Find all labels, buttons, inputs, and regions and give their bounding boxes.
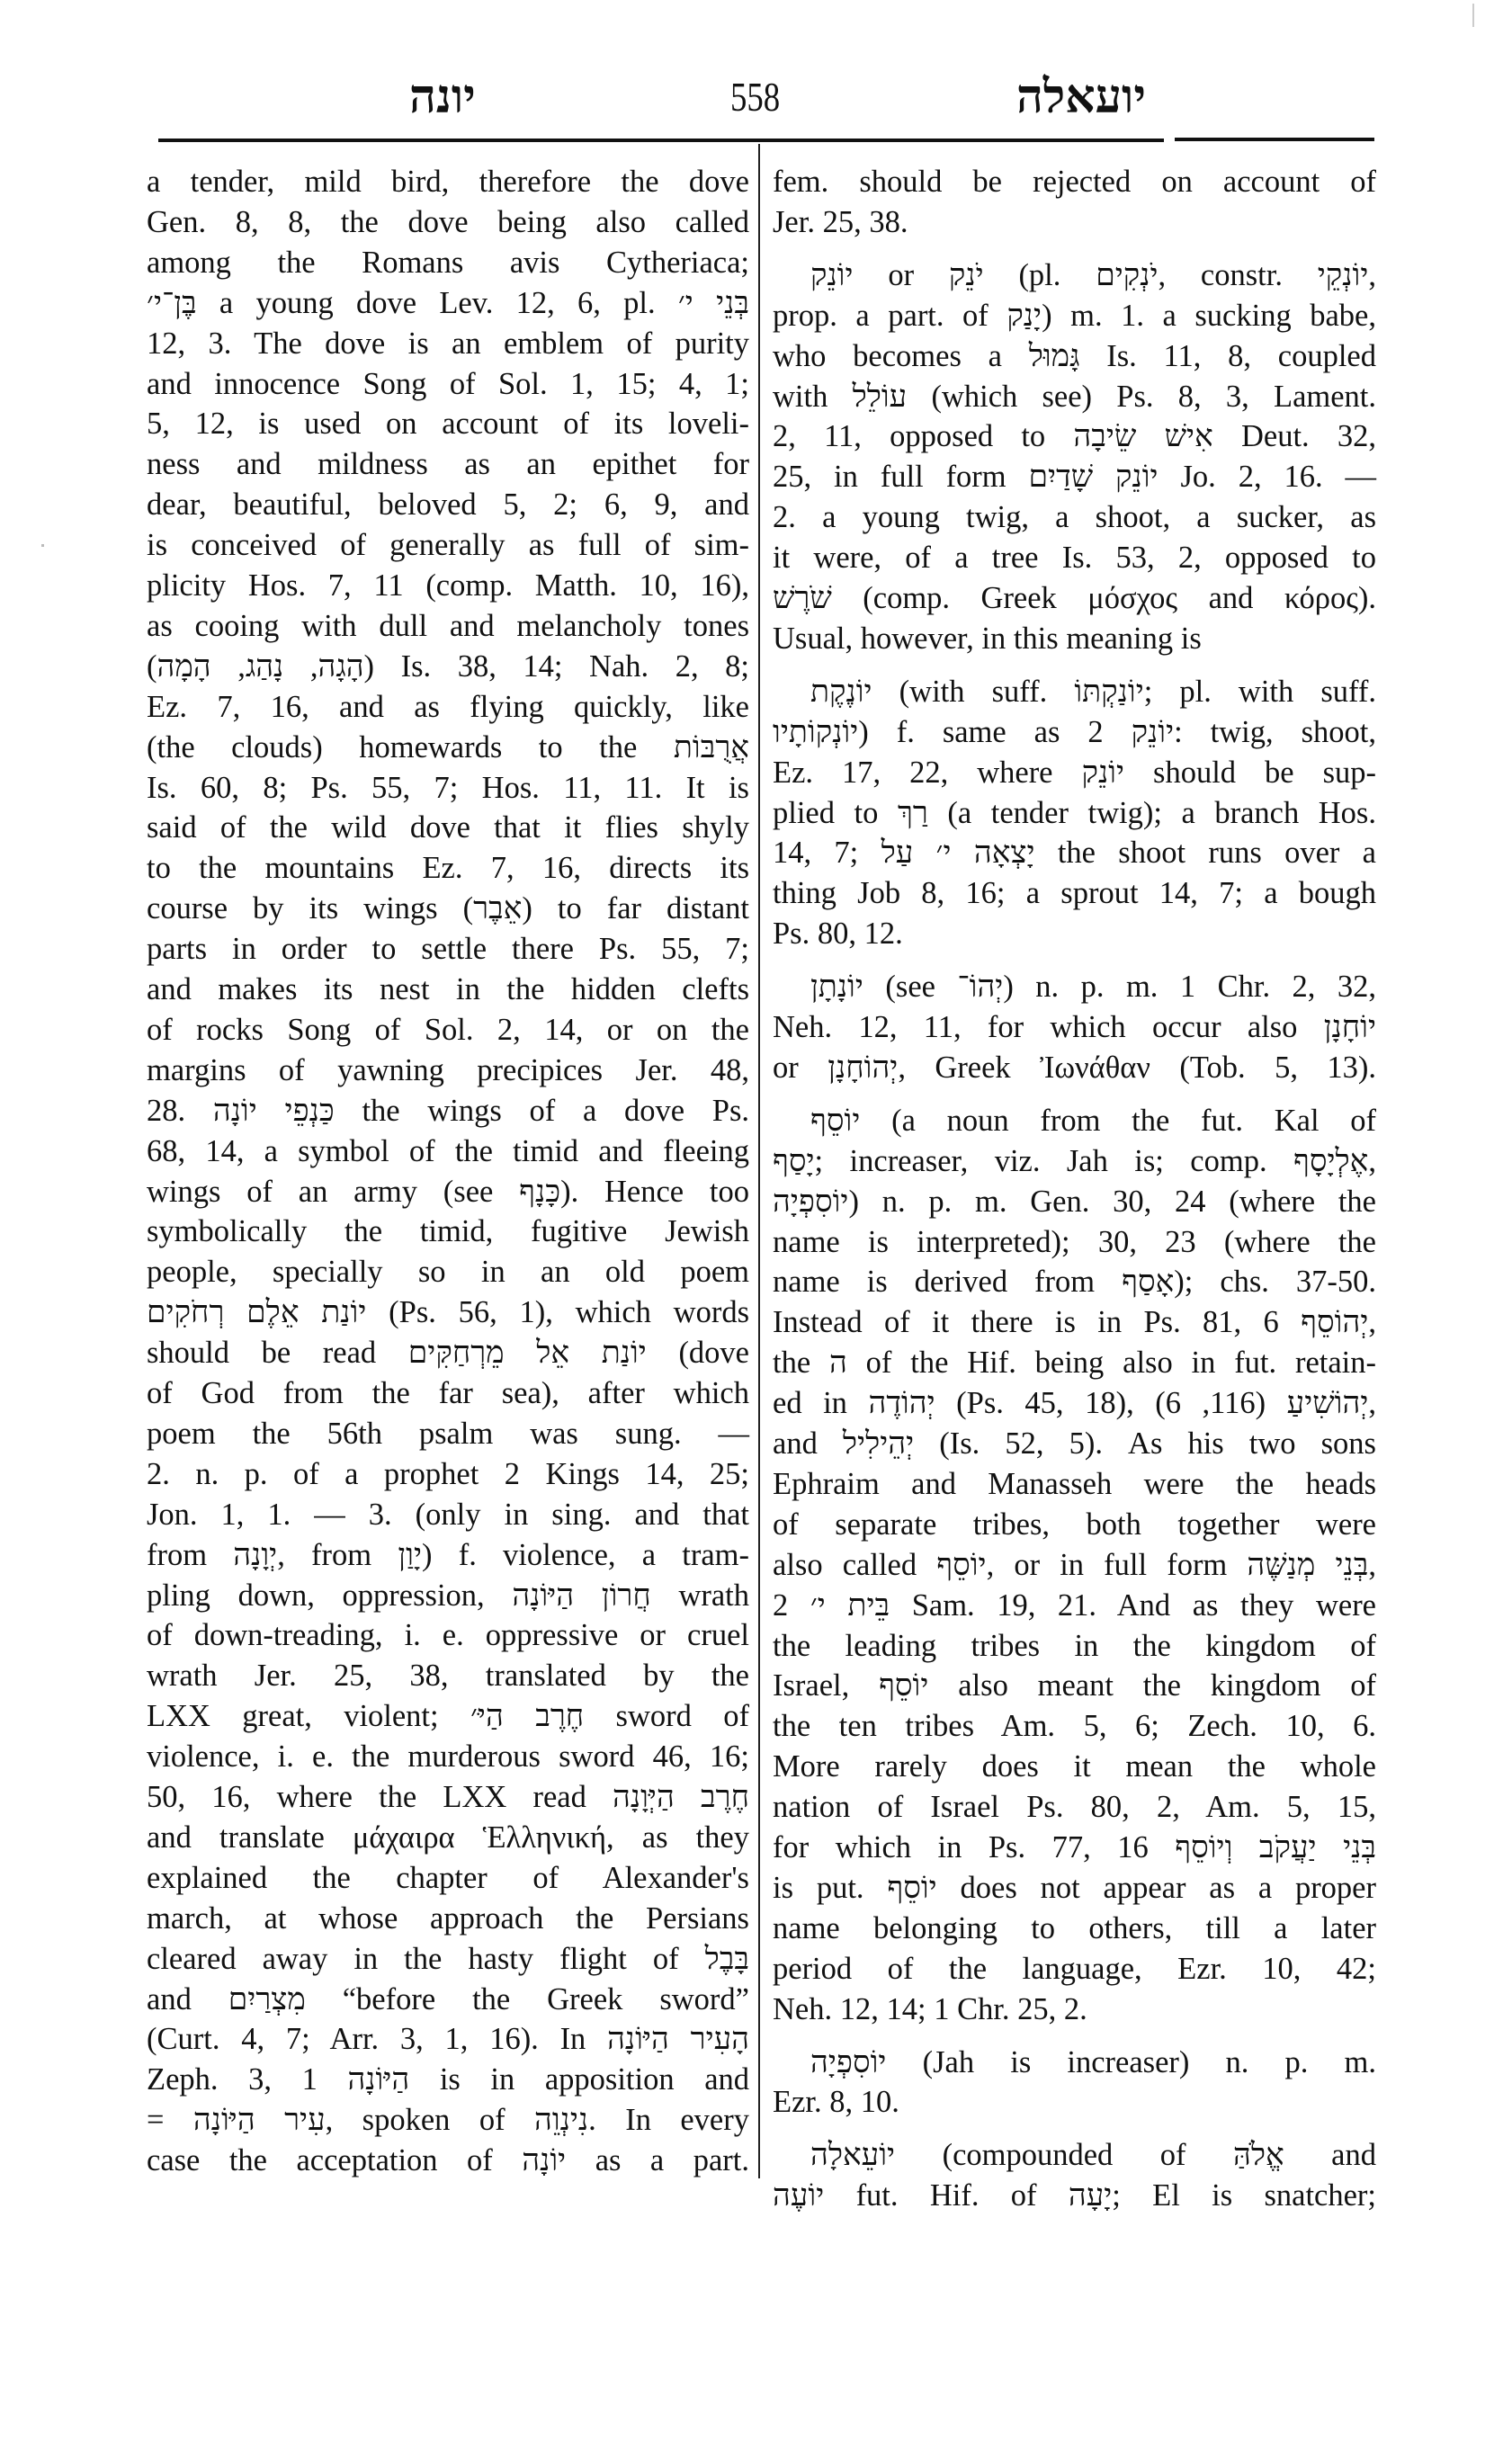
text-line: 50, 16, where the LXX read חֶרֶב הַיְּוָנָה	[147, 1780, 749, 1814]
text-line: the leading tribes in the kingdom of	[773, 1628, 1376, 1663]
text-line: as cooing with dull and melancholy tones	[147, 608, 749, 643]
scan-artifact	[1472, 4, 1474, 27]
text-line: 2, 11, opposed to אִישׁ שֵׂיבָה Deut. 32,	[773, 419, 1376, 454]
text-line: poem the 56th psalm was sung. —	[147, 1416, 749, 1451]
text-line: is conceived of generally as full of sim-	[147, 528, 749, 563]
text-line: and innocence Song of Sol. 1, 15; 4, 1;	[147, 366, 749, 401]
text-line: Zeph. 3, 1 הַיּוֹנָה is in apposition and	[147, 2062, 750, 2097]
header-rule-segment	[1175, 138, 1374, 141]
text-line: Israel, יוֹסֵף also meant the kingdom of	[773, 1668, 1376, 1703]
text-line: fem. should be rejected on account of	[773, 165, 1376, 199]
text-line: explained the chapter of Alexander's	[147, 1860, 749, 1895]
text-line: from יְוָנָה, from יָוַן) f. violence, a tram-	[147, 1537, 749, 1572]
text-line: nation of Israel Ps. 80, 2, Am. 5, 15,	[773, 1790, 1376, 1825]
header-right-guideword: יועאלה	[1016, 69, 1146, 124]
entry-headword-line: יוֹעֵאלָה (compounded of אֱלֹהַּ and	[810, 2138, 1376, 2173]
text-line: יוֹנַת אֵלֶם רְחֹקִים (Ps. 56, 1), which words	[147, 1295, 750, 1330]
text-line: 14, 7; יָצְאָה י׳ עַל the shoot runs over a	[773, 836, 1376, 871]
text-line: יָסַף; increaser, viz. Jah is; comp. אֶלְיָסָף,	[773, 1143, 1376, 1178]
text-line: and יְהֵילִיל (Is. 52, 5). As his two sons	[773, 1426, 1376, 1461]
text-line: the ה of the Hif. being also in fut. retain-	[773, 1346, 1376, 1381]
text-line: case the acceptation of יוֹנָה as a part.	[147, 2143, 749, 2178]
text-line: or יְהוֹחָנָן, Greek Ἰωνάθαν (Tob. 5, 13).	[773, 1050, 1376, 1085]
text-line: is put. יוֹסֵף does not appear as a proper	[773, 1870, 1376, 1905]
text-line: Ez. 17, 22, where יוֹנֵק should be sup-	[773, 755, 1376, 790]
text-line: march, at whose approach the Persians	[147, 1900, 749, 1936]
text-line: 12, 3. The dove is an emblem of purity	[147, 326, 749, 361]
text-line: of rocks Song of Sol. 2, 14, or on the	[147, 1012, 749, 1047]
text-line: 25, in full form יוֹנֵק שָׁדַיִם Jo. 2, 16. —	[773, 460, 1376, 495]
entry-headword-line: יוֹנָתָן (see יְהוֹ־) n. p. m. 1 Chr. 2, 32,	[810, 970, 1376, 1005]
header-rule	[158, 139, 1164, 142]
text-line: cleared away in the hasty flight of בָּבֶל	[147, 1941, 749, 1976]
text-line: Neh. 12, 11, for which occur also יוֹחָנָן	[773, 1010, 1376, 1044]
text-line: שֹׁרֶשׁ (comp. Greek μόσχος and κόρος).	[773, 581, 1376, 615]
text-line: of separate tribes, both together were	[773, 1507, 1376, 1542]
text-line: יוֹסִפְיָה) n. p. m. Gen. 30, 24 (where the	[773, 1184, 1376, 1219]
text-line: people, specially so in an old poem	[147, 1255, 749, 1290]
text-line: 68, 14, a symbol of the timid and fleeing	[147, 1133, 749, 1168]
text-line: 5, 12, is used on account of its loveli-	[147, 407, 749, 442]
text-line: plied to רַךְ (a tender twig); a branch Hos.	[773, 795, 1376, 830]
text-line: of down-treading, i. e. oppressive or cruel	[147, 1618, 749, 1653]
column-divider	[758, 144, 760, 2178]
text-line: Gen. 8, 8, the dove being also called	[147, 204, 749, 239]
text-line: Ezr. 8, 10.	[773, 2085, 899, 2120]
text-line: name belonging to others, till a later	[773, 1910, 1376, 1945]
text-line: (Curt. 4, 7; Arr. 3, 1, 16). In הָעִיר הַיּוֹנָה	[147, 2022, 749, 2057]
text-line: violence, i. e. the murderous sword 46, 16;	[147, 1739, 749, 1775]
text-line: Instead of it there is in Ps. 81, 6 יְהוֹסֵף,	[773, 1305, 1376, 1340]
text-line: should be read יוֹנַת אֵל מֵרְחַקִּים (dove	[147, 1336, 749, 1371]
text-line: More rarely does it mean the whole	[773, 1749, 1376, 1784]
text-line: symbolically the timid, fugitive Jewish	[147, 1214, 749, 1249]
text-line: (הָגָה, נָהַג, הָמָה) Is. 38, 14; Nah. 2, 8;	[147, 648, 749, 684]
entry-headword-line: יוֹסִפְיָה (Jah is increaser) n. p. m.	[810, 2044, 1376, 2079]
text-line: name is interpreted); 30, 23 (where the	[773, 1224, 1376, 1259]
text-line: among the Romans avis Cytheriaca;	[147, 245, 749, 280]
text-line: (the clouds) homewards to the אֲרֻבּוֹת	[147, 729, 749, 765]
text-line: pling down, oppression, חֲרוֹן הַיּוֹנָה wrath	[147, 1578, 750, 1613]
entry-headword-line: יוֹנֶקֶת (with suff. יוֹנַקְתּוֹ; pl. with suff.	[810, 674, 1376, 709]
text-line: wings of an army (see כָּנָף). Hence too	[147, 1174, 750, 1209]
text-line: Usual, however, in this meaning is	[773, 621, 1202, 656]
text-line: dear, beautiful, beloved 5, 2; 6, 9, and	[147, 487, 749, 523]
text-line: of God from the far sea), after which	[147, 1376, 749, 1410]
text-line: ness and mildness as an epithet for	[147, 447, 749, 482]
text-line: with עוֹלֵל (which see) Ps. 8, 3, Lament.	[773, 379, 1376, 414]
text-line: plicity Hos. 7, 11 (comp. Matth. 10, 16),	[147, 568, 749, 603]
text-line: = עִיר הַיּוֹנָה, spoken of נִינְוֵה. In every	[147, 2103, 749, 2138]
text-line: period of the language, Ezr. 10, 42;	[773, 1951, 1376, 1986]
text-line: Is. 60, 8; Ps. 55, 7; Hos. 11, 11. It is	[147, 770, 749, 805]
header-left-guideword: יונה	[409, 69, 476, 124]
text-line: thing Job 8, 16; a sprout 14, 7; a bough	[773, 876, 1376, 911]
text-line: and מִצְרַיִם “before the Greek sword”	[147, 1981, 749, 2016]
text-line: 2. n. p. of a prophet 2 Kings 14, 25;	[147, 1456, 749, 1491]
entry-headword-line: יוֹנֵק or יֹנֵק (pl. יֹנְקִים, constr. יוֹנְקֵי,	[810, 257, 1376, 292]
text-line: and makes its nest in the hidden clefts	[147, 972, 749, 1006]
text-line: wrath Jer. 25, 38, translated by the	[147, 1659, 749, 1694]
text-line: יוֹנְקוֹתָיו) f. same as יוֹנֵק 2: twig, shoot,	[773, 714, 1376, 749]
text-line: LXX great, violent; חֶרֶב הַיּ׳ sword of	[147, 1699, 749, 1734]
text-line: it were, of a tree Is. 53, 2, opposed to	[773, 541, 1376, 576]
text-line: also called יוֹסֵף, or in full form בְּנֵי מְנַשֶּׁה,	[773, 1547, 1376, 1582]
text-line: name is derived from אָסַף); chs. 37-50.	[773, 1265, 1376, 1300]
text-line: a tender, mild bird, therefore the dove	[147, 165, 749, 199]
text-line: בֶּן־י׳ a young dove Lev. 12, 6, pl. בְּנֵי י׳	[147, 285, 750, 320]
text-line: Jon. 1, 1. — 3. (only in sing. and that	[147, 1497, 749, 1532]
text-line: to the mountains Ez. 7, 16, directs its	[147, 851, 749, 886]
text-line: Neh. 12, 14; 1 Chr. 25, 2.	[773, 1991, 1087, 2026]
page-number: 558	[730, 74, 781, 120]
text-line: Ez. 7, 16, and as flying quickly, like	[147, 689, 749, 724]
text-line: margins of yawning precipices Jer. 48,	[147, 1052, 749, 1087]
text-line: 28. כַּנְפֵי יוֹנָה the wings of a dove Ps.	[147, 1093, 750, 1128]
text-line: parts in order to settle there Ps. 55, 7;	[147, 932, 749, 967]
text-line: 2. a young twig, a shoot, a sucker, as	[773, 500, 1376, 535]
text-line: for which in Ps. 77, 16 בְּנֵי יַעֲקֹב וְיוֹסֵף	[773, 1830, 1376, 1864]
scan-speck	[41, 544, 44, 547]
text-line: ed in יְהוֹדֶה (Ps. 45, 18), יְהוֹשִׁיעַ (116, 6),	[773, 1386, 1377, 1421]
entry-headword-line: יוֹסֵף (a noun from the fut. Kal of	[810, 1103, 1376, 1138]
text-line: and translate μάχαιρα Ἑλληνική, as they	[147, 1820, 749, 1855]
text-line: Ps. 80, 12.	[773, 917, 903, 952]
text-line: course by its wings (אֵבֶר) to far distant	[147, 891, 750, 926]
text-line: said of the wild dove that it flies shyly	[147, 810, 749, 845]
text-line: who becomes a גָּמוּל Is. 11, 8, coupled	[773, 338, 1376, 373]
text-line: בֵּית י׳ 2 Sam. 19, 21. And as they were	[773, 1587, 1376, 1623]
text-line: prop. a part. of יָנַק) m. 1. a sucking babe,	[773, 298, 1376, 333]
text-line: יוֹעֶה fut. Hif. of יָעָה; El is snatcher;	[773, 2178, 1377, 2213]
text-line: the ten tribes Am. 5, 6; Zech. 10, 6.	[773, 1709, 1376, 1744]
text-line: Jer. 25, 38.	[773, 204, 908, 239]
text-line: Ephraim and Manasseh were the heads	[773, 1466, 1376, 1501]
